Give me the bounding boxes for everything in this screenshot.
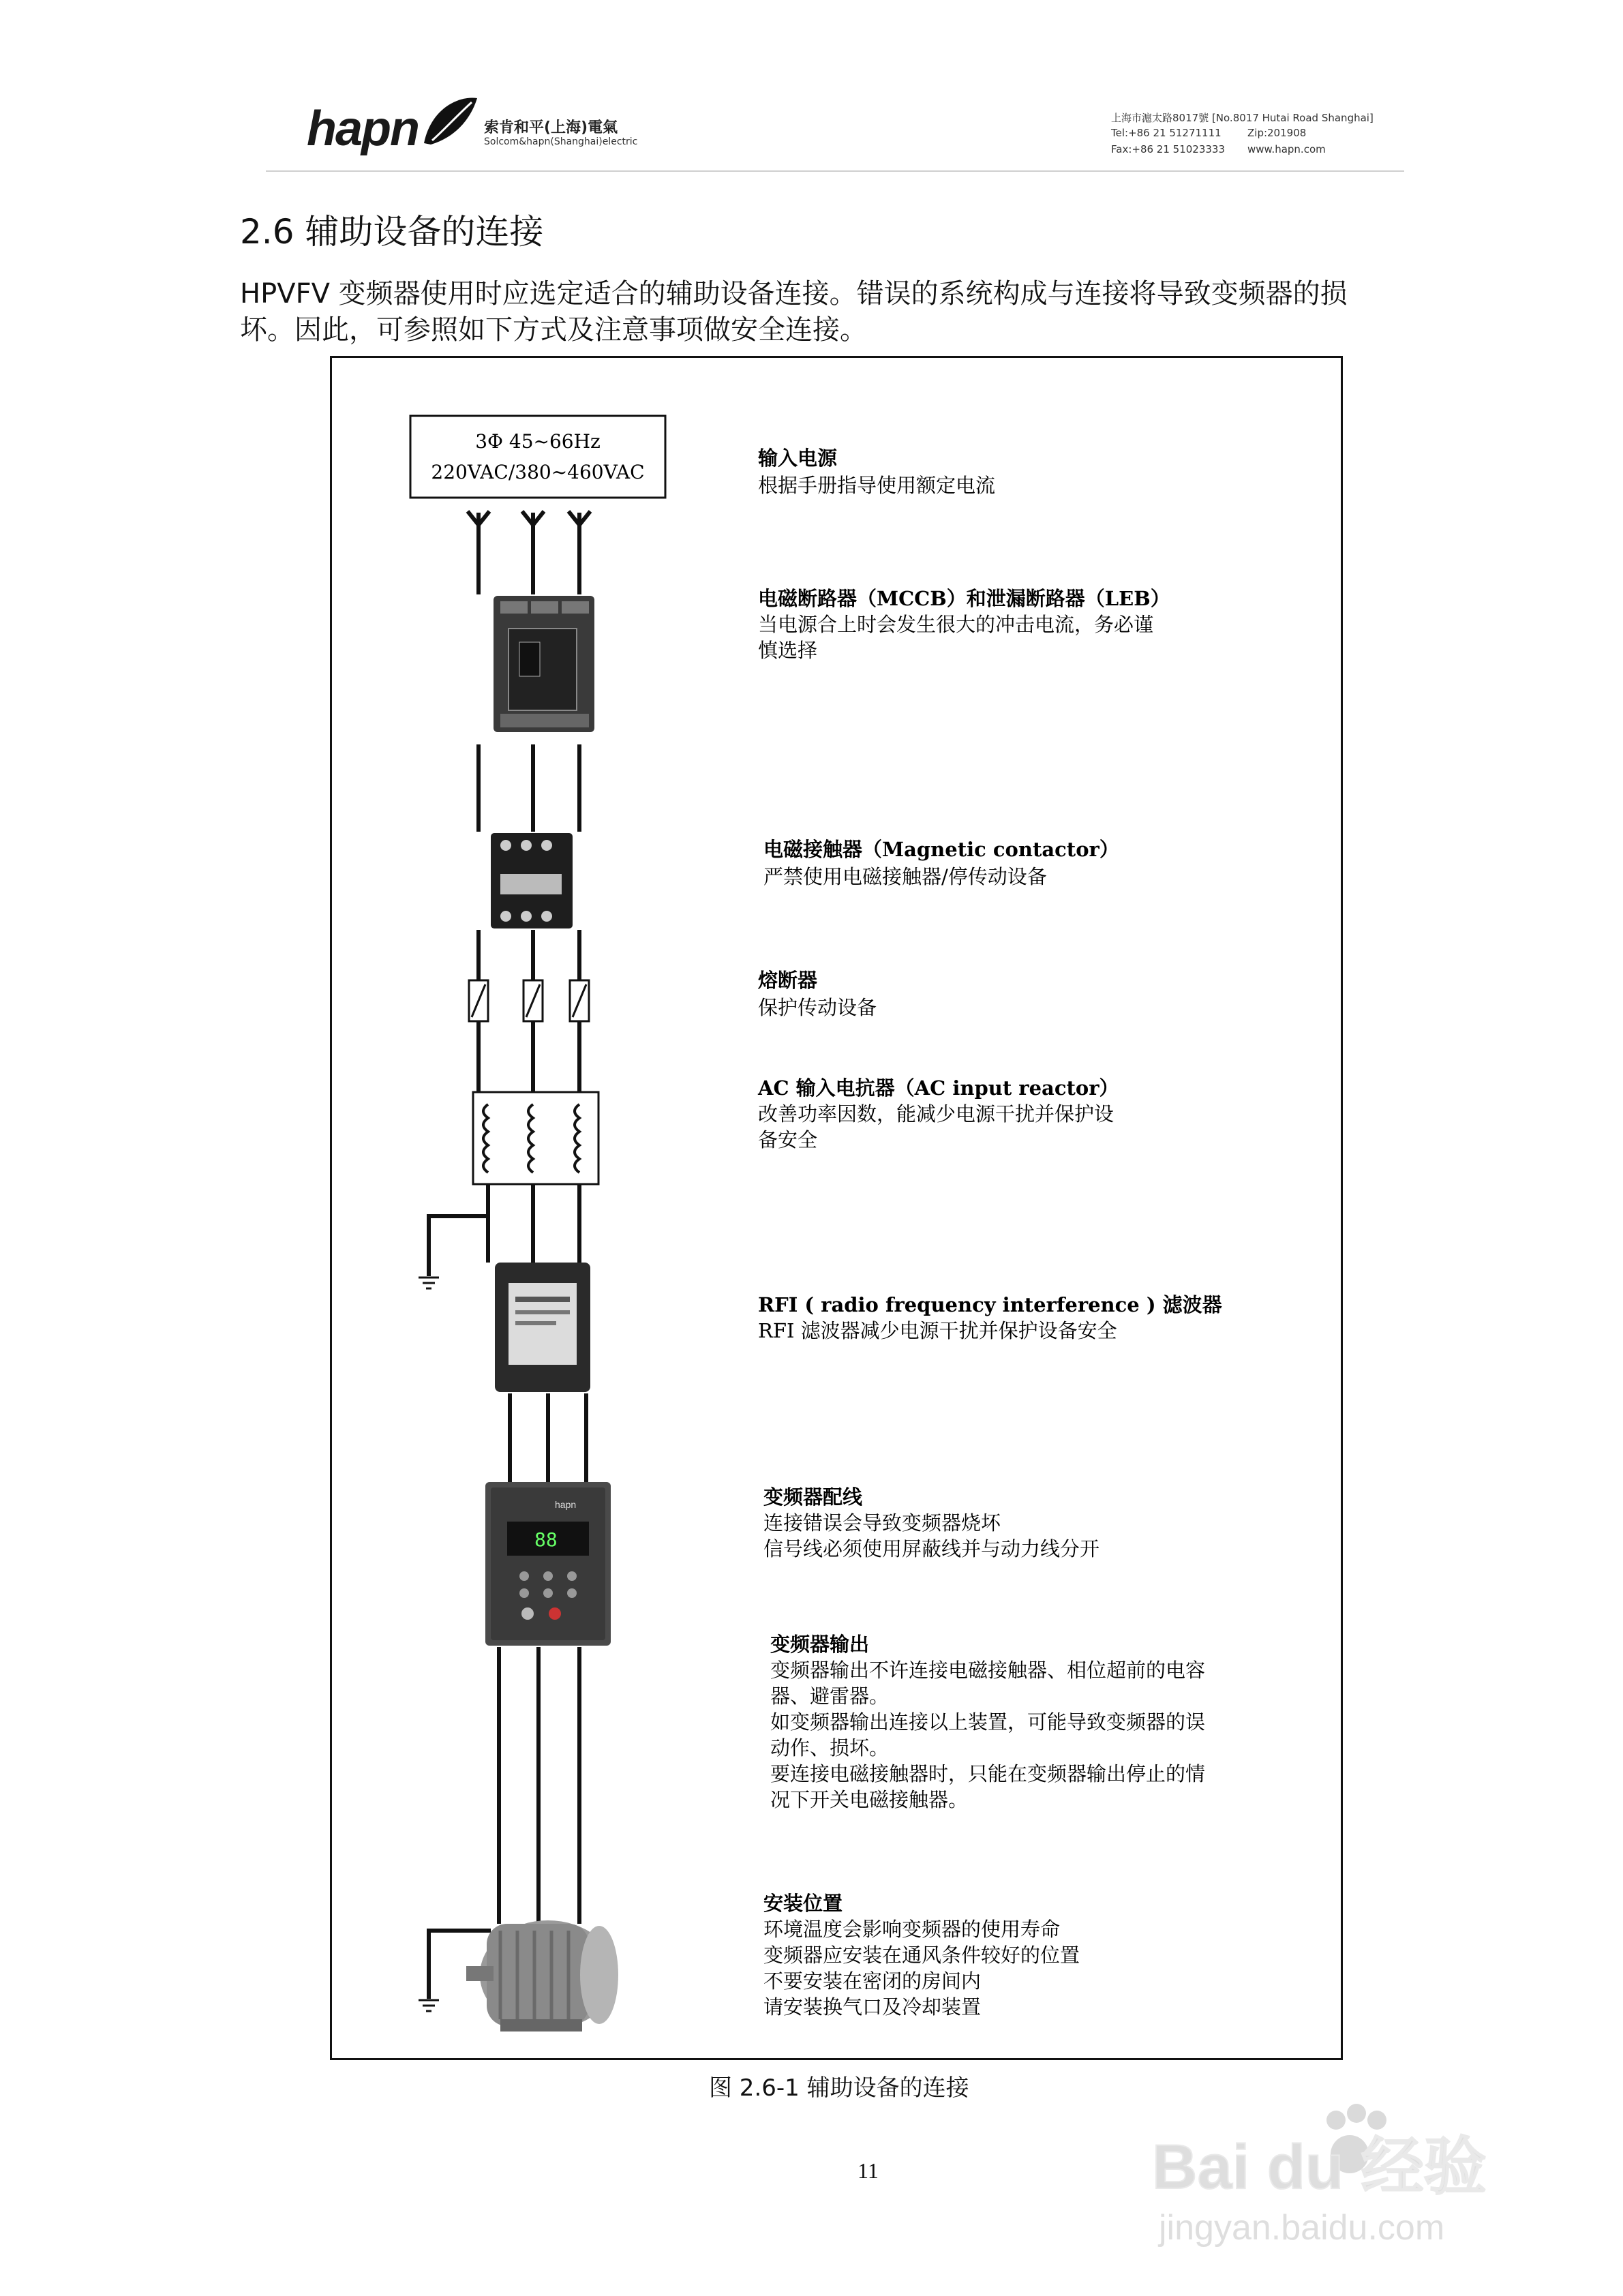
ground-icon-1 <box>419 1278 439 1288</box>
mccb-breaker-icon <box>494 596 594 732</box>
power-box-line-1: 3Φ 45~66Hz <box>475 430 601 453</box>
watermark-line-2: jingyan.baidu.com <box>1159 2208 1445 2248</box>
desc-title-7: 变频器输出 <box>770 1633 870 1656</box>
desc-line-4-0: 改善功率因数，能减少电源干扰并保护设 <box>758 1102 1114 1126</box>
device-descriptions <box>757 447 1222 2019</box>
desc-line-1-1: 慎选择 <box>758 639 818 662</box>
logo-text: hapn <box>307 102 419 156</box>
desc-line-8-1: 变频器应安装在通风条件较好的位置 <box>763 1944 1080 1967</box>
fuse-icons <box>469 980 589 1021</box>
desc-line-7-4: 要连接电磁接触器时，只能在变频器输出停止的情 <box>770 1762 1206 1785</box>
page-header <box>266 95 1404 172</box>
desc-line-6-0: 连接错误会导致变频器烧坏 <box>763 1511 1001 1535</box>
desc-title-2: 电磁接触器（Magnetic contactor） <box>763 838 1119 861</box>
desc-line-6-1: 信号线必须使用屏蔽线并与动力线分开 <box>763 1537 1100 1560</box>
power-source-box <box>410 416 665 498</box>
desc-line-8-3: 请安装换气口及冷却装置 <box>763 1995 982 2019</box>
ground-icon-2 <box>419 2000 439 2011</box>
lines-reactor-to-rfi <box>429 1184 579 1276</box>
inverter-display: 88 <box>534 1528 558 1551</box>
desc-line-2-0: 严禁使用电磁接触器/停传动设备 <box>763 865 1047 888</box>
ac-reactor-icon <box>473 1092 598 1184</box>
intro-line-1: HPVFV 变频器使用时应选定适合的辅助设备连接。错误的系统构成与连接将导致变频器的损 <box>240 278 1348 309</box>
desc-line-5-0: RFI 滤波器减少电源干扰并保护设备安全 <box>758 1319 1117 1342</box>
supply-lines <box>468 511 590 594</box>
desc-line-4-1: 备安全 <box>758 1128 818 1151</box>
inverter-icon <box>485 1482 611 1646</box>
desc-title-0: 输入电源 <box>758 447 838 470</box>
connection-diagram <box>330 356 1343 2060</box>
intro-line-2: 坏。因此，可参照如下方式及注意事项做安全连接。 <box>240 314 867 346</box>
baidu-watermark <box>1145 2100 1527 2256</box>
magnetic-contactor-icon <box>491 833 573 928</box>
desc-line-0-0: 根据手册指导使用额定电流 <box>758 474 996 497</box>
desc-title-6: 变频器配线 <box>763 1485 863 1509</box>
page-number: 11 <box>858 2158 879 2183</box>
desc-line-7-3: 动作、损坏。 <box>770 1736 890 1759</box>
rfi-filter-icon <box>495 1263 590 1392</box>
desc-line-7-0: 变频器输出不许连接电磁接触器、相位超前的电容 <box>770 1659 1206 1682</box>
desc-title-3: 熔断器 <box>758 969 818 992</box>
header-tel: Tel:+86 21 51271111 <box>1111 127 1222 139</box>
lines-rfi-to-inverter <box>510 1393 586 1482</box>
figure-caption: 图 2.6-1 辅助设备的连接 <box>709 2074 969 2102</box>
motor-icon <box>466 1920 618 2031</box>
lines-mccb-to-contactor <box>479 744 579 832</box>
desc-line-7-1: 器、避雷器。 <box>770 1685 890 1708</box>
desc-line-3-0: 保护传动设备 <box>758 996 877 1019</box>
desc-line-8-2: 不要安装在密闭的房间内 <box>763 1969 982 1993</box>
desc-line-8-0: 环境温度会影响变频器的使用寿命 <box>763 1918 1061 1941</box>
desc-title-4: AC 输入电抗器（AC input reactor） <box>758 1076 1119 1100</box>
header-fax: Fax:+86 21 51023333 <box>1111 143 1225 155</box>
desc-line-1-0: 当电源合上时会发生很大的冲击电流，务必谨 <box>758 613 1154 636</box>
desc-title-5: RFI ( radio frequency interference ) 滤波器 <box>758 1293 1222 1316</box>
header-zip: Zip:201908 <box>1247 127 1307 139</box>
header-address: 上海市滬太路8017號 [No.8017 Hutai Road Shanghai] <box>1111 112 1374 124</box>
watermark-line-1: Bai du 经验 <box>1152 2132 1487 2202</box>
header-web: www.hapn.com <box>1247 143 1326 155</box>
desc-line-7-2: 如变频器输出连接以上装置，可能导致变频器的误 <box>770 1710 1206 1734</box>
desc-title-1: 电磁断路器（MCCB）和泄漏断路器（LEB） <box>758 587 1170 610</box>
section-title: 2.6 辅助设备的连接 <box>240 212 544 252</box>
desc-title-8: 安装位置 <box>763 1892 843 1915</box>
company-name-cn: 索肯和平(上海)電氣 <box>484 119 618 136</box>
leaf-logo-icon <box>417 95 479 150</box>
inverter-brand: hapn <box>555 1499 577 1510</box>
desc-line-7-5: 况下开关电磁接触器。 <box>770 1788 969 1811</box>
company-name-en: Solcom&hapn(Shanghai)electric <box>484 136 638 147</box>
power-box-line-2: 220VAC/380~460VAC <box>431 461 645 483</box>
